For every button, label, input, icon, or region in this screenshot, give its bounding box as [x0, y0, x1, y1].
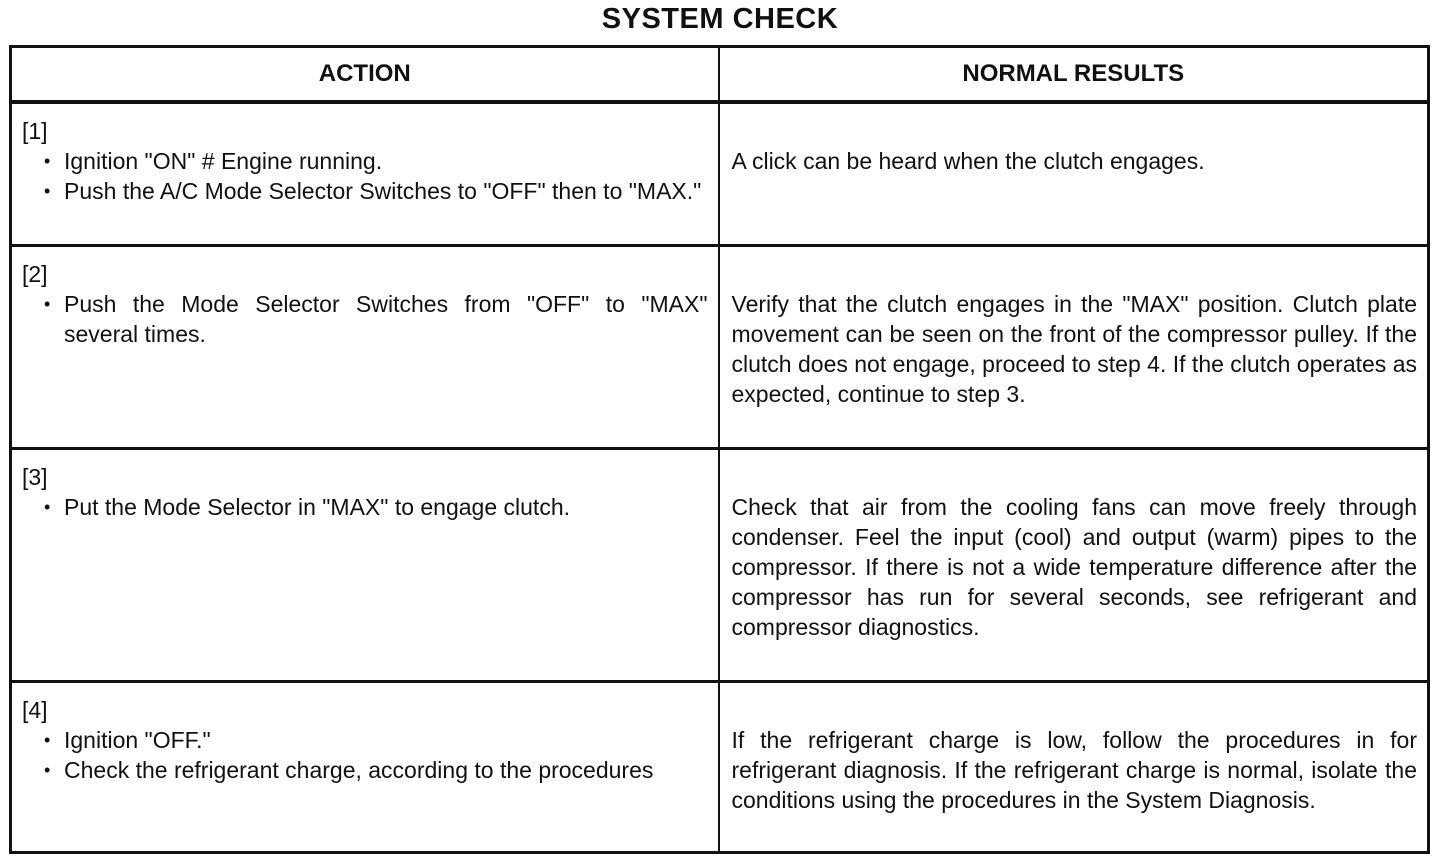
- action-column-header: ACTION: [11, 47, 719, 103]
- result-text: Check that air from the cooling fans can move freely through condenser. Feel the input (cool) and output (warm) pipes to the compressor. If there is not a wide temperature difference after the compressor has run for several seconds, see refrigerant and compressor diagnostics.: [731, 494, 1417, 640]
- result-cell: [719, 682, 1429, 853]
- action-list: [22, 146, 708, 206]
- action-item: • Check the refrigerant charge, according to the procedures: [64, 755, 708, 785]
- result-text: If the refrigerant charge is low, follow the procedures in for refrigerant diagnosis. If the refrigerant charge is normal, isolate the conditions using the procedures in the System Diagnosis.: [731, 727, 1417, 813]
- table-row: [11, 102, 1429, 246]
- action-item: • Ignition "OFF.": [64, 725, 708, 755]
- table-header-row: [11, 47, 1429, 103]
- step-number: [1]: [22, 118, 48, 144]
- step-number: [2]: [22, 261, 48, 287]
- action-cell: [11, 246, 719, 449]
- action-item: • Push the A/C Mode Selector Switches to "OFF" then to "MAX.": [64, 176, 708, 206]
- table-row: [11, 449, 1429, 682]
- result-text: Verify that the clutch engages in the "MAX" position. Clutch plate movement can be seen on the front of the compressor pulley. If the clutch does not engage, proceed to step 4. If the clutch operates as expected, continue to step 3.: [731, 291, 1417, 407]
- action-cell: [11, 682, 719, 853]
- system-check-table: [9, 45, 1430, 854]
- table-row: [11, 682, 1429, 853]
- table-row: [11, 246, 1429, 449]
- result-cell: [719, 102, 1429, 246]
- action-item: • Put the Mode Selector in "MAX" to engage clutch.: [64, 492, 708, 522]
- step-number: [4]: [22, 697, 48, 723]
- result-cell: [719, 449, 1429, 682]
- action-list: [22, 725, 708, 785]
- page-title: SYSTEM CHECK: [601, 3, 839, 35]
- normal-results-column-header: NORMAL RESULTS: [719, 47, 1429, 103]
- action-list: [22, 289, 708, 349]
- action-cell: [11, 449, 719, 682]
- result-text: A click can be heard when the clutch engages.: [731, 148, 1205, 174]
- action-item: • Push the Mode Selector Switches from "OFF" to "MAX" several times.: [64, 289, 708, 349]
- action-list: [22, 492, 708, 522]
- result-cell: [719, 246, 1429, 449]
- action-item: • Ignition "ON" # Engine running.: [64, 146, 708, 176]
- step-number: [3]: [22, 464, 48, 490]
- action-cell: [11, 102, 719, 246]
